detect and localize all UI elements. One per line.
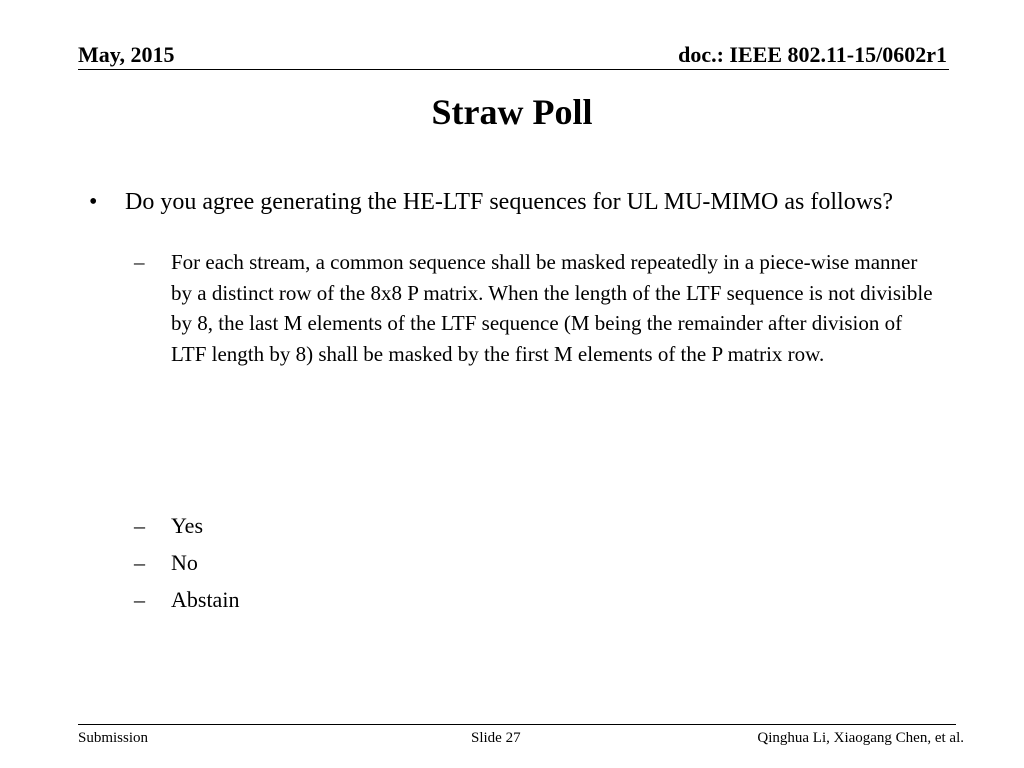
footer-divider [78, 724, 956, 725]
dash-icon: – [134, 587, 145, 612]
footer-slide-number: Slide 27 [471, 730, 521, 746]
question-bullet [85, 186, 955, 218]
footer-authors: Qinghua Li, Xiaogang Chen, et al. [757, 730, 964, 746]
option-label: Yes [171, 513, 204, 538]
option-label: No [171, 550, 198, 575]
option-yes [134, 507, 955, 544]
footer-submission: Submission [78, 730, 149, 746]
bullet-icon: • [89, 189, 98, 215]
header-doc-id: doc.: IEEE 802.11-15/0602r1 [678, 42, 947, 67]
question-text: Do you agree generating the HE-LTF sequences for UL MU-MIMO as follows? [125, 189, 894, 215]
option-no [134, 544, 955, 581]
slide-body [85, 186, 955, 618]
dash-icon: – [134, 513, 145, 538]
dash-icon: – [134, 250, 145, 274]
option-abstain [134, 581, 955, 618]
header-divider [78, 69, 949, 70]
detail-item [134, 247, 935, 369]
detail-text: For each stream, a common sequence shall be masked repeatedly in a piece-wise manner by a distinct row of the 8x8 P matrix. When the length of the LTF sequence is not divisible by 8, the last M elements of the LTF sequence (M being the remainder after division of LTF length by 8) shall be masked by the first M elements of the P matrix row. [171, 250, 933, 366]
option-label: Abstain [171, 587, 240, 612]
slide-title: Straw Poll [431, 92, 593, 132]
dash-icon: – [134, 550, 145, 575]
header-date: May, 2015 [78, 42, 175, 67]
